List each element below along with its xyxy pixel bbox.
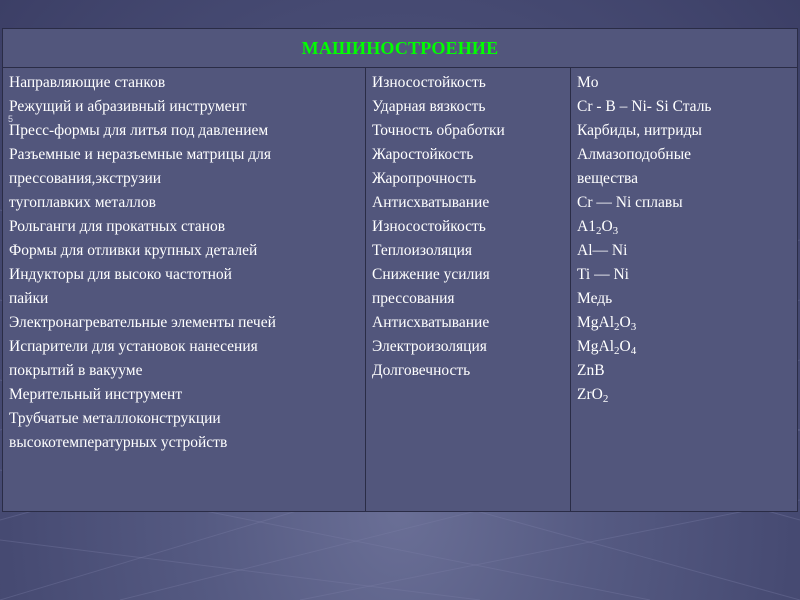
cell-line: Индукторы для высоко частотной: [9, 266, 232, 283]
materials-column: [571, 68, 797, 511]
cell-line: Точность обработки: [372, 122, 505, 139]
cell-line: [577, 167, 797, 191]
cell-line: Испарители для установок нанесения: [9, 338, 258, 355]
cell-line: [577, 263, 797, 287]
cell-line: Ударная вязкость: [372, 98, 486, 115]
subscript: 2: [614, 321, 620, 333]
cell-line: Антисхватывание: [372, 314, 490, 331]
cell-line: [577, 119, 797, 143]
formula-part: Cr — Ni сплавы: [577, 194, 683, 211]
formula-part: O: [601, 218, 613, 235]
cell-line: Антисхватывание: [372, 194, 490, 211]
cell-line: [577, 191, 797, 215]
formula-part: Карбиды, нитриды: [577, 122, 702, 139]
cell-line: [577, 311, 797, 335]
cell-line: Жаропрочность: [372, 170, 477, 187]
applications-column: [3, 68, 366, 511]
formula-part: O: [619, 338, 631, 355]
cell-line: [577, 95, 797, 119]
slide-title: МАШИНОСТРОЕНИЕ: [301, 38, 499, 58]
cell-line: Мерительный инструмент: [9, 386, 183, 403]
cell-line: [577, 383, 797, 407]
cell-line: Пресс-формы для литья под давлением: [9, 122, 269, 139]
formula-part: MgAl: [577, 314, 615, 331]
formula-part: вещества: [577, 170, 638, 187]
cell-line: Снижение усилия: [372, 266, 490, 283]
materials-table: [2, 28, 798, 512]
cell-line: [577, 215, 797, 239]
cell-line: [577, 143, 797, 167]
subscript: 2: [602, 393, 609, 405]
table-header: [3, 29, 797, 68]
cell-line: Электронагревательные элементы печей: [9, 314, 276, 331]
cell-line: [577, 71, 797, 95]
properties-column: [366, 68, 571, 511]
formula-part: Mo: [577, 74, 599, 91]
cell-line: Теплоизоляция: [372, 242, 472, 259]
formula-part: Al— Ni: [577, 242, 628, 259]
cell-line: Износостойкость: [372, 218, 486, 235]
cell-line: Формы для отливки крупных деталей: [9, 242, 258, 259]
cell-line: Долговечность: [372, 362, 471, 379]
cell-line: пайки: [9, 290, 49, 307]
cell-line: [577, 239, 797, 263]
cell-line: Разъемные и неразъемные матрицы для: [9, 146, 272, 163]
cell-line: покрытий в вакууме: [9, 362, 143, 379]
formula-part: Алмазоподобные: [577, 146, 692, 163]
formula-part: ZnB: [577, 362, 605, 379]
subscript: 3: [630, 321, 637, 333]
subscript: 2: [595, 225, 602, 237]
cell-line: Трубчатые металлоконструкции: [9, 410, 221, 427]
cell-line: [577, 359, 797, 383]
cell-line: прессования,экструзии: [9, 170, 162, 187]
cell-line: [577, 287, 797, 311]
cell-line: тугоплавких металлов: [9, 194, 156, 211]
subscript: 4: [630, 345, 637, 357]
cell-line: Режущий и абразивный инструмент: [9, 98, 247, 115]
formula-part: Ti — Ni: [577, 266, 629, 283]
formula-part: O: [619, 314, 631, 331]
cell-line: [577, 335, 797, 359]
cell-line: Направляющие станков: [9, 74, 166, 91]
page-number: 5: [8, 114, 14, 124]
formula-part: Медь: [577, 290, 613, 307]
cell-line: Износостойкость: [372, 74, 486, 91]
formula-part: MgAl: [577, 338, 615, 355]
cell-line: Рольганги для прокатных станов: [9, 218, 226, 235]
formula-part: A1: [577, 218, 596, 235]
formula-part: Cr - B – Ni- Si Сталь: [577, 98, 712, 115]
subscript: 2: [614, 345, 620, 357]
cell-line: высокотемпературных устройств: [9, 434, 228, 451]
cell-line: прессования: [372, 290, 455, 307]
cell-line: Жаростойкость: [372, 146, 474, 163]
subscript: 3: [612, 225, 619, 237]
formula-part: ZrO: [577, 386, 603, 403]
cell-line: Электроизоляция: [372, 338, 487, 355]
